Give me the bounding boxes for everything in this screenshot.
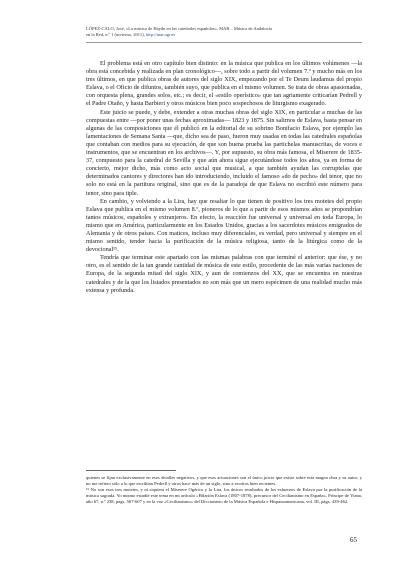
header-issue: en la Red, n.º 1 (invierno, 2011), xyxy=(86,32,146,37)
body-paragraph: En cambio, y volviendo a la Lira, hay que resaltar lo que tienen de positivo los tres motetes del propio Eslava que publica en el mismo volumen 8.º, pioneros de lo que a partir de esos mismos años se propondrían tantos músicos, españoles y extranjeros. En efecto, la reacción fue universal y universal en toda Europa, lo mismo que en América, particularmente en los Estados Unidos, gracias a los sacerdotes músicos emigrados de Alemania y de otros países. Con matices, incluso muy diferenciales, es verdad, pero universal y siempre en el mismo sentido, tender hacia la purificación de la música religiosa, tanto de la litúrgica como de la devocional¹⁵. xyxy=(86,197,362,254)
page-number: 65 xyxy=(350,536,357,544)
running-header xyxy=(86,26,362,38)
body-paragraph: El problema está en otro capítulo bien distinto: en la música que publica en los últimos volúmenes —la obra está concebida y realizada en plan cronológico—, sobre todo a partir del volumen 7.º y mucho más en los tres últimos, en que publica obras de autores del siglo XIX, empezando por el Te Deum laudamus del propio Eslava, o el Oficio de difuntos, también suyo, que publica en el mismo volumen. Se trata de obras apasionadas, con orquesta plena, grandes solos, etc.; es decir, el «estilo operístico» que tan agriamente criticarían Pedrell y el Padre Otaño, y hasta Barbieri y otros músicos bien poco sospechosos de liturgismo exagerado. xyxy=(86,60,362,108)
header-divider xyxy=(86,42,362,43)
header-citation-line-2 xyxy=(86,32,362,38)
header-citation-line-1: LÓPEZ-CALO, José, «La música de Haydn en las catedrales españolas», MAR – Música de Andalucía xyxy=(86,26,272,31)
footnotes xyxy=(86,475,362,505)
header-url-link[interactable]: http://mar.ugr.es xyxy=(145,32,176,37)
footnote-continuation: quienes se fijan exclusivamente en esos detalles negativos, y que esas actuaciones son el único juicio que existe sobre esta magna obra y su autor; y no me refiero sólo a lo que escribían Pedrell y otros hace más de un siglo, sino a escritos bien recientes. xyxy=(86,475,362,486)
footnote-15: ¹⁵ No son esos tres motetes, y ni siquiera el Miserere Ogérico y la Lira, los únicos resultados de los esfuerzos de Eslava por la purificación de la música sagrada. Yo mismo estudié este tema en mi artículo «Hilarión Eslava (1807-1878), precursor del Cecilianismo en España», Príncipe de Viana, año 67, n.º 238, pags. 567-607 y en la voz «Cecilianismo» del Diccionario de la Música Española e Hispanoamericana, vol. III, págs. 439-462. xyxy=(86,487,362,504)
article-body xyxy=(86,60,362,295)
body-paragraph: Este juicio se puede, y debe, extender a otras muchas obras del siglo XIX, en particular a muchas de las compuestas entre —por poner unas fechas aproximadas— 1823 y 1875. Sin salirnos de Eslava, basta pensar en algunas de las composiciones que él publicó en la editorial de su sobrino Bonifacio Eslava, por ejemplo las lamentaciones de Semana Santa —que, dicho sea de paso, fueron muy usadas en todas las catedrales españolas que contaban con medios para su ejecución, de que son buena prueba las partichelas manuscritas, de voces e instrumentos, que se encuentran en los archivos—. Y, por supuesto, su obra más famosa, el Miserere de 1835-37, compuesto para la catedral de Sevilla y que aún ahora sigue ejecutándose todos los años, ya en forma de concierto, mejor dicho, más como acto social que musical, a que también ayudan las corruptelas que determinados cantores y directores han ido introduciendo, incluido el famoso «do de pecho» del tenor, que no solo no está en la partitura original, sino que es de la paradoja de que Eslava no escribió este número para tenor, sino para tiple. xyxy=(86,108,362,197)
footnote-divider xyxy=(86,470,176,471)
body-paragraph: Tendría que terminar este apartado con las mismas palabras con que terminé el anterior: que ése, y no otro, es el sentido de la tan grande cantidad de música de este estilo, procedente de las más varias naciones de Europa, de la segunda mitad del siglo XIX, y aun de comienzos del XX, que se encuentra en nuestras catedrales y de la que los listados presentados no son más que un mero espécimen de una realidad mucho más extensa y profunda. xyxy=(86,254,362,294)
